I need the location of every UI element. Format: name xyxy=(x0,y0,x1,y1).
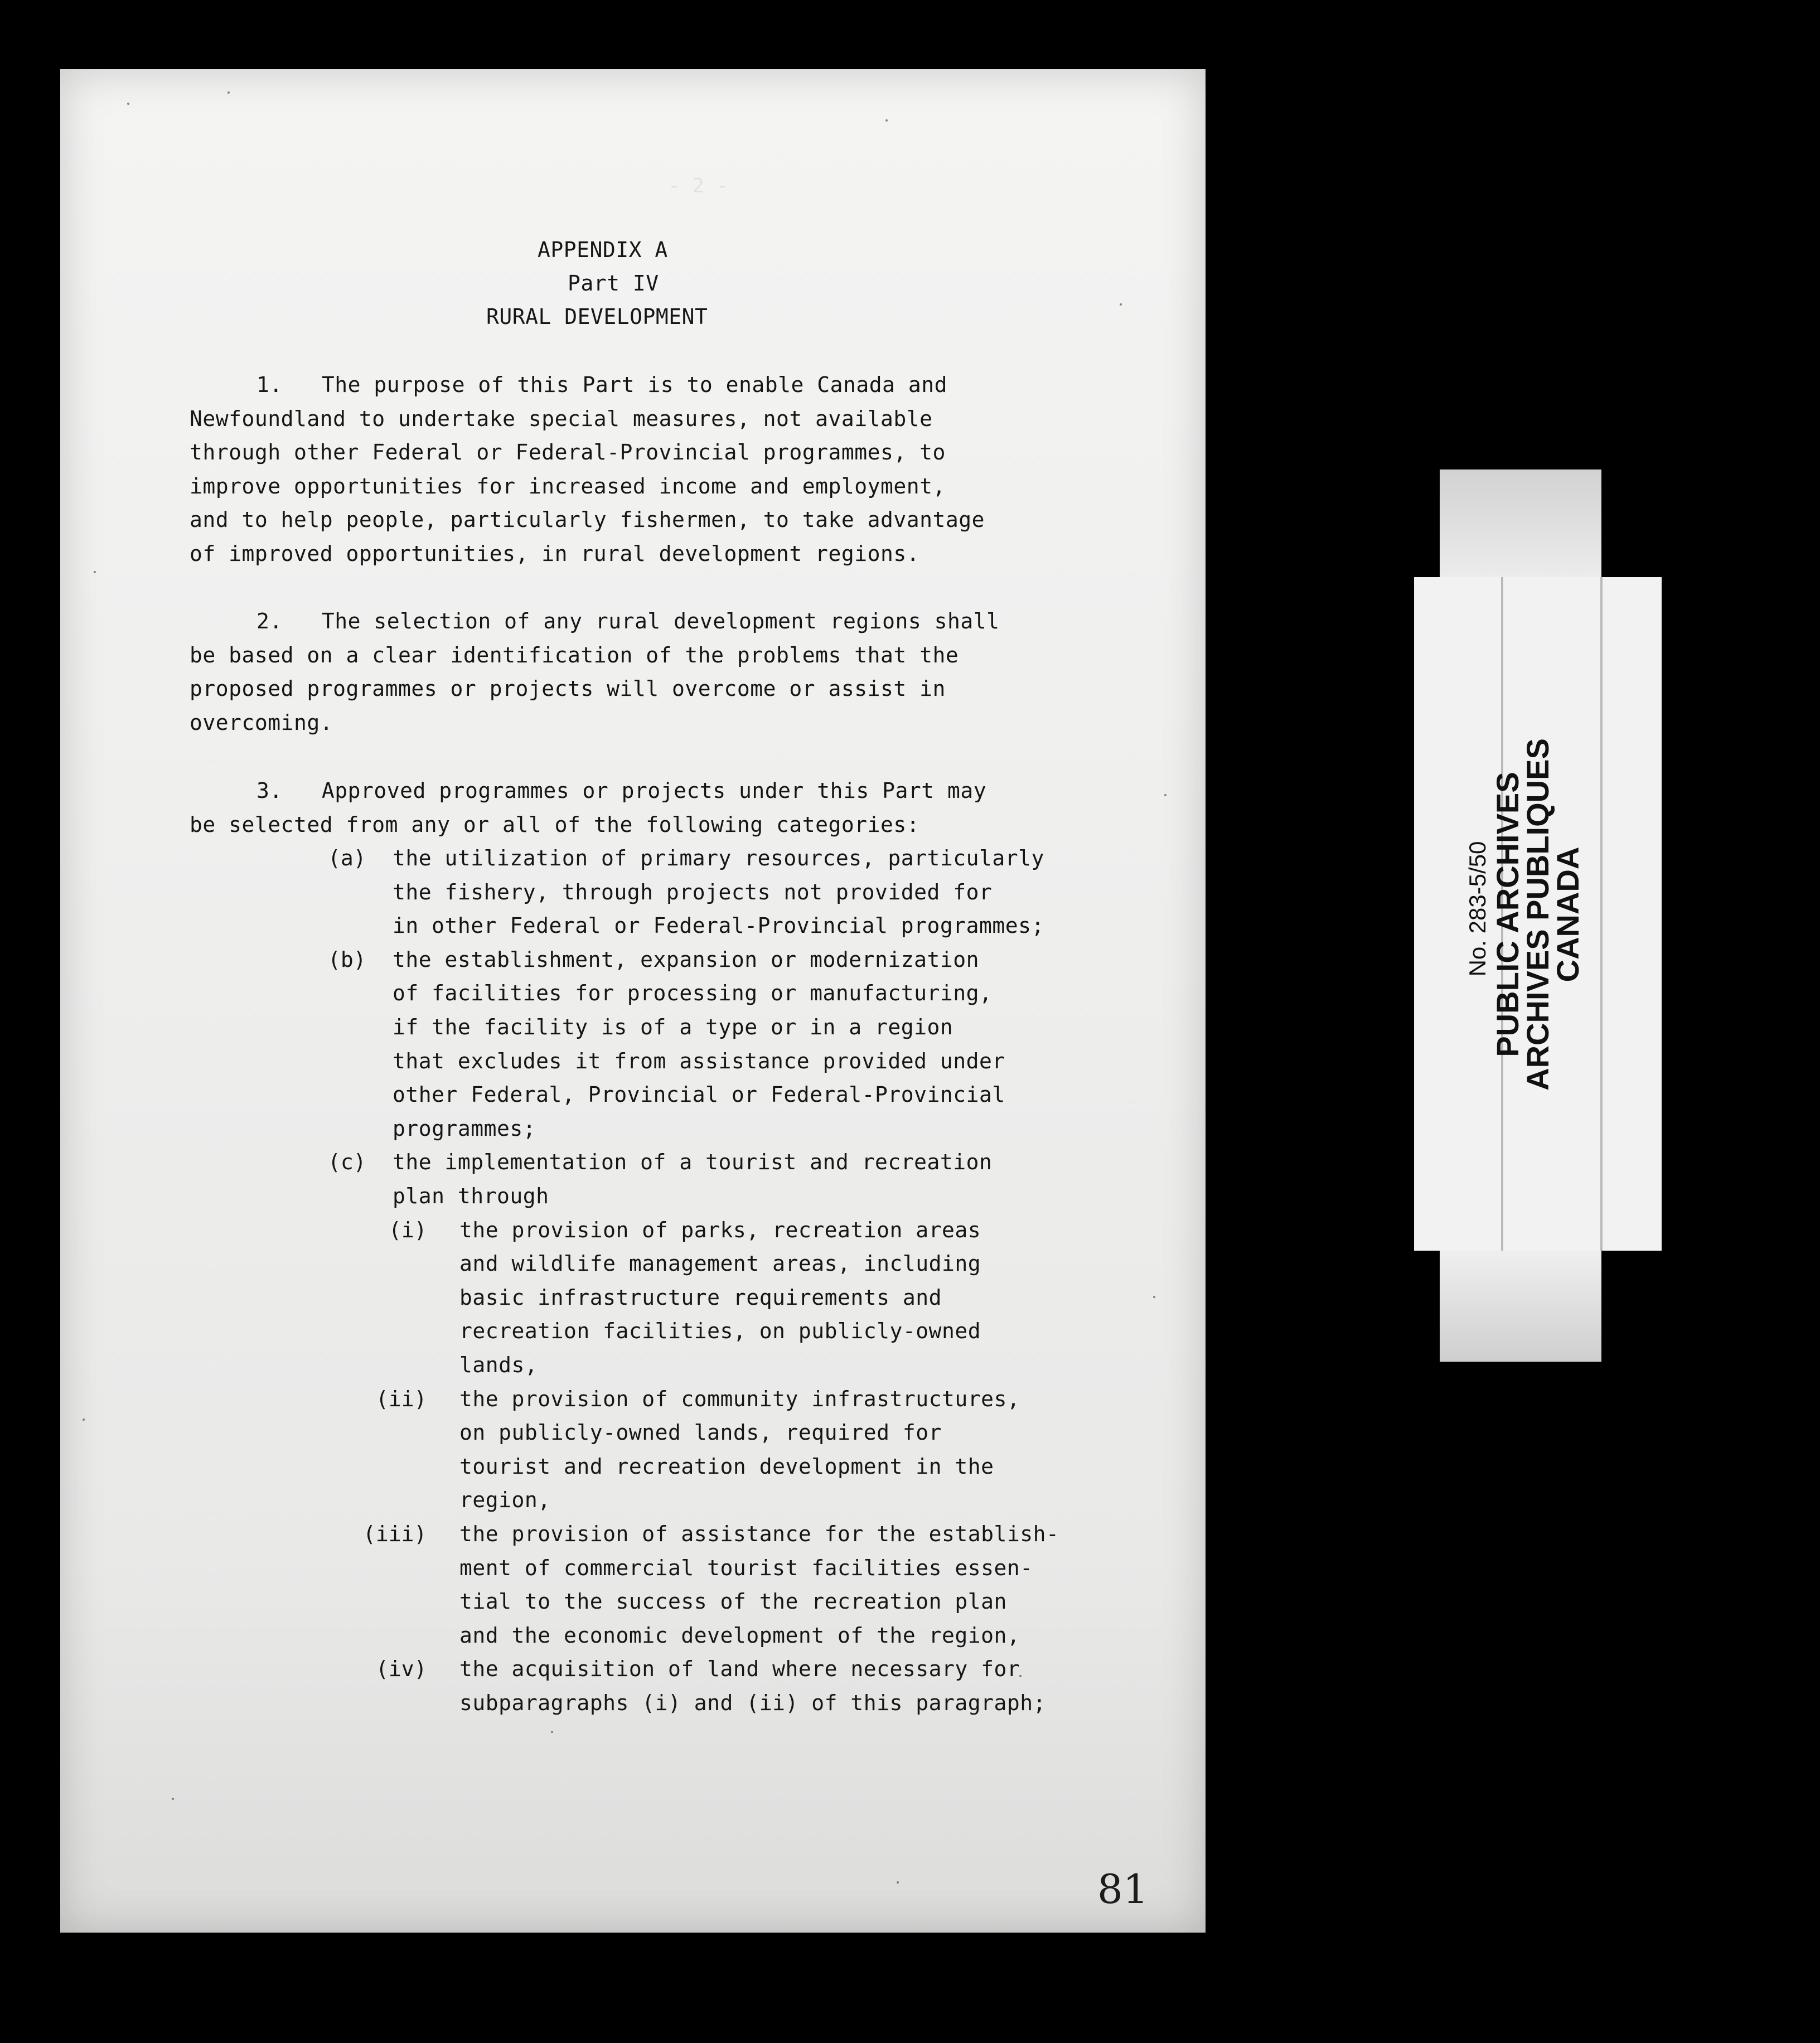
film-speck xyxy=(1153,1296,1155,1298)
category-label: (b) xyxy=(328,947,366,972)
archive-slip-bottom-tab xyxy=(1440,1251,1601,1361)
appendix-heading: APPENDIX A xyxy=(538,238,668,262)
subcategory-line: tourist and recreation development in the xyxy=(459,1454,994,1479)
slip-fold-line xyxy=(1600,577,1603,1251)
archive-slip-top-tab xyxy=(1440,469,1601,578)
category-line: in other Federal or Federal-Provincial programmes; xyxy=(393,913,1044,938)
paragraph-line: and to help people, particularly fishermen, to take advantage xyxy=(190,507,985,532)
film-speck xyxy=(1019,1675,1022,1677)
stamp-line: ARCHIVES PUBLIQUES xyxy=(1520,738,1555,1091)
paragraph-line: be selected from any or all of the following categories: xyxy=(190,812,920,837)
subcategory-line: recreation facilities, on publicly-owned xyxy=(459,1319,981,1344)
subcategory-line: on publicly-owned lands, required for xyxy=(459,1420,942,1445)
subcategory-label: (ii) xyxy=(376,1386,427,1411)
paragraph-line: proposed programmes or projects will overcome or assist in xyxy=(190,676,946,701)
category-line: if the facility is of a type or in a region xyxy=(393,1015,953,1039)
film-speck xyxy=(228,91,230,94)
category-line: that excludes it from assistance provided under xyxy=(393,1048,1005,1073)
paragraph-line: 1. The purpose of this Part is to enable Canada and xyxy=(256,372,948,397)
paragraph-line: Newfoundland to undertake special measures, not available xyxy=(190,406,933,431)
subcategory-line: lands, xyxy=(459,1353,538,1377)
film-speck xyxy=(127,103,129,105)
paragraph-line: be based on a clear identification of the problems that the xyxy=(190,642,959,667)
film-speck xyxy=(551,1731,553,1733)
ghost-page-number: - 2 - xyxy=(668,175,729,197)
subcategory-line: ment of commercial tourist facilities essen- xyxy=(459,1555,1033,1580)
subcategory-line: subparagraphs (i) and (ii) of this paragraph; xyxy=(459,1691,1047,1715)
subcategory-line: the provision of assistance for the establish- xyxy=(459,1522,1059,1546)
paragraph-line: of improved opportunities, in rural development regions. xyxy=(190,541,920,566)
archives-stamp xyxy=(1490,738,1585,1091)
subcategory-line: the acquisition of land where necessary for xyxy=(459,1657,1020,1682)
category-label: (a) xyxy=(328,846,366,870)
section-title: RURAL DEVELOPMENT xyxy=(486,304,708,329)
document-page xyxy=(60,69,1206,1933)
subcategory-line: tial to the success of the recreation plan xyxy=(459,1589,1007,1614)
subcategory-line: and wildlife management areas, including xyxy=(459,1251,981,1276)
category-line: programmes; xyxy=(393,1116,536,1141)
paragraph-line: through other Federal or Federal-Provincial programmes, to xyxy=(190,440,946,465)
category-line: the fishery, through projects not provided for xyxy=(393,879,993,904)
paragraph-line: 2. The selection of any rural development regions shall xyxy=(256,609,1000,633)
category-label: (c) xyxy=(328,1150,366,1175)
film-speck xyxy=(94,571,96,573)
film-speck xyxy=(885,119,888,122)
paragraph-line: 3. Approved programmes or projects under this Part may xyxy=(256,778,987,803)
archive-reference-number: No. 283-5/50 xyxy=(1464,841,1490,977)
subcategory-label: (iii) xyxy=(363,1522,427,1546)
subcategory-label: (i) xyxy=(389,1217,427,1242)
page-number: 81 xyxy=(1097,1866,1149,1913)
paragraph-line: improve opportunities for increased income and employment, xyxy=(190,473,946,498)
film-speck xyxy=(1120,303,1122,306)
category-line: the utilization of primary resources, particularly xyxy=(393,846,1044,870)
subcategory-line: basic infrastructure requirements and xyxy=(459,1285,942,1310)
category-line: the establishment, expansion or modernization xyxy=(393,947,980,972)
category-line: of facilities for processing or manufacturing, xyxy=(393,981,993,1006)
film-speck xyxy=(83,1419,85,1421)
category-line: other Federal, Provincial or Federal-Provincial xyxy=(393,1082,1005,1107)
film-speck xyxy=(1164,794,1166,796)
film-speck xyxy=(897,1881,899,1884)
part-heading: Part IV xyxy=(568,271,659,296)
stamp-line: CANADA xyxy=(1550,846,1585,982)
subcategory-line: and the economic development of the region, xyxy=(459,1623,1020,1648)
category-line: the implementation of a tourist and recreation xyxy=(393,1150,993,1175)
paragraph-line: overcoming. xyxy=(190,710,333,735)
stamp-line: PUBLIC ARCHIVES xyxy=(1490,772,1525,1057)
film-speck xyxy=(172,1798,174,1800)
subcategory-line: the provision of parks, recreation areas xyxy=(459,1217,981,1242)
subcategory-line: region, xyxy=(459,1488,551,1513)
subcategory-line: the provision of community infrastructures, xyxy=(459,1386,1020,1411)
subcategory-label: (iv) xyxy=(376,1657,427,1682)
category-line: plan through xyxy=(393,1184,549,1208)
